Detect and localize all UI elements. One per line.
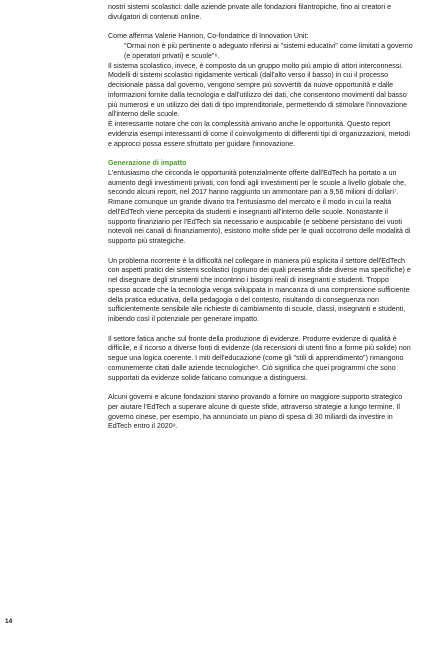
quote-intro: Come afferma Valerie Hannon, Co-fondatrice di Innovation Unit: [108,32,309,41]
paragraph-evidence: Il settore fatica anche sul fronte della produzione di evidenze. Produrre evidenze di qualità è difficile, e il ricorso a diverse fonti di evidenze (da recensioni di utenti fino a forme più solide) non segue una logica coerente. I miti dell'educazione (come gli "stili di apprendimento") rimangono comunemente citati dalle aziende tecnologiche⁸. Ciò significa che quei programmi che sono supportati da evidenze solide faticano comunque a distinguersi. [108,334,411,382]
paragraph-problem: Un problema ricorrente è la difficoltà nel collegare in maniera più esplicita il settore dell'EdTech con aspetti pratici dei sistemi scolastici (ognuno dei quali presenta sfide diverse ma specifiche) e nel disegnare degli strumenti che incontrino i bisogni reali di insegnanti e studenti. Troppo spesso accade che la tecnologia venga sviluppata in mancanza di una comprensione sufficiente della pratica educativa, della pedagogia o del contesto, risultando di conseguenza non sufficientemente sensibile alle richieste di cambiamento di scuole, classi, insegnanti e studenti, inibendo così il potenziale per generare impatto. [108,256,411,323]
section-heading: Generazione di impatto [108,159,187,167]
paragraph-system: Il sistema scolastico, invece, è composto da un gruppo molto più ampio di attori interconnessi. Modelli di sistemi scolastici rigidamente verticali (dall'alto verso il basso) in cui il processo decisionale passa dal governo, vengono sempre più sovvertiti da nuove opportunità e dalle informazioni fornite dalla tecnologia e dall'utilizzo dei dati, che consentono movimenti dal basso più numerosi e un utilizzo dei dati di tipo imprenditoriale, permettendo di stimolare l'innovazione all'interno delle scuole. [108,61,408,119]
paragraph-report: È interessante notare che con la complessità arrivano anche le opportunità. Questo report evidenzia esempi interessanti di come il coinvolgimento di differenti tipi di organizzazioni, metodi e approcci possa essere sfruttato per guidare l'innovazione. [108,120,410,148]
quote-block [108,32,413,61]
quote-text: "Ormai non è più pertinente o adeguato riferirsi ai "sistemi educativi" come limitati a governo (e operatori privati) e scuole"⁶. [124,42,413,60]
paragraph-governments: Alcuni governi e alcune fondazioni stanno provando a fornire un maggiore supporto strategico per aiutare l'EdTech a superare alcune di queste sfide, attraverso strategie a lungo termine. Il governo cinese, per esempio, ha annunciato un piano di spesa di 30 miliardi da investire in EdTech entro il 2020⁹. [108,393,403,431]
intro-tail: nostri sistemi scolastici: dalle aziende private alle fondazioni filantropiche, fino ai creatori e divulgatori di contenuti online. [108,3,392,21]
document-body [108,3,413,442]
paragraph-enthusiasm: L'entusiasmo che circonda le opportunità potenzialmente offerte dall'EdTech ha portato a un aumento degli investimenti privati, con fondi agli investimenti per le scuole a livello globale che, secondo alcuni report, nel 2017 hanno raggiunto un ammontare pari a 9,56 milioni di dollari⁷. Rimane comunque un grande divario tra l'entusiasmo del mercato e il modo in cui la realtà dell'EdTech viene percepita da studenti e insegnanti all'interno delle scuole. Nonostante il supporto finanziario per l'EdTech sia necessario e auspicabile (e sebbene persistano dei vuoti notevoli nei canali di finanziamento), esistono molte sfide per le quali occorrono delle modalità di supporto più strategiche. [108,168,411,245]
page-number: 14 [5,618,13,625]
